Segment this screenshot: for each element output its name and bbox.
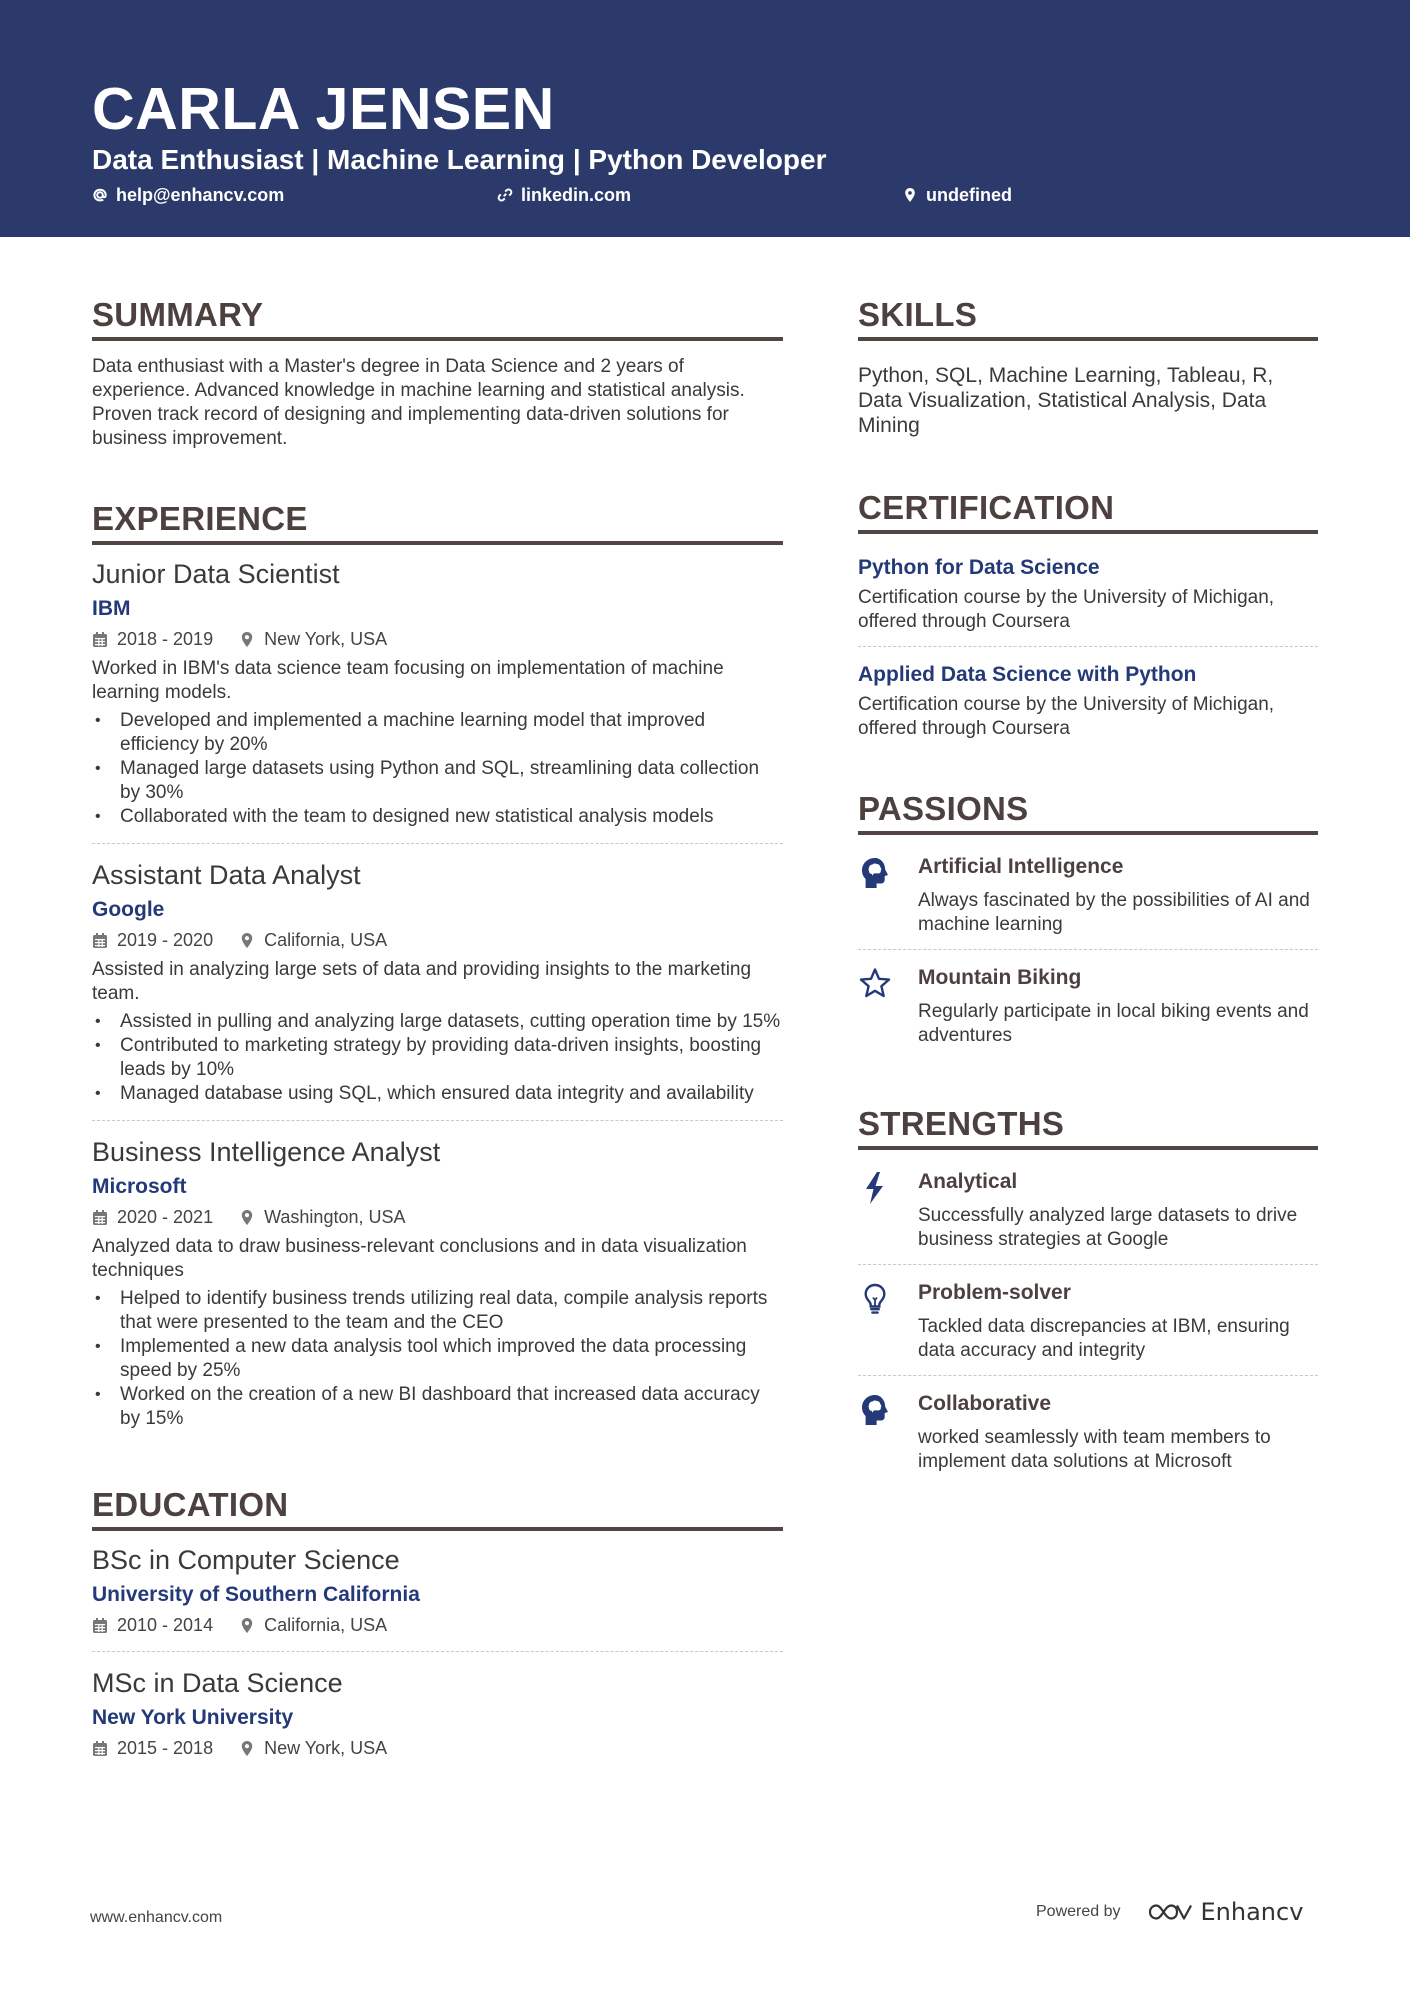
certification-entry bbox=[858, 540, 1318, 646]
item-text bbox=[918, 1390, 1318, 1474]
school-name: New York University bbox=[92, 1706, 294, 1729]
summary-section bbox=[92, 295, 783, 451]
certification-section bbox=[858, 488, 1318, 753]
date-text: 2020 - 2021 bbox=[117, 1207, 214, 1227]
company-name: Microsoft bbox=[92, 1175, 187, 1198]
education-entry bbox=[92, 1651, 783, 1774]
achievement-item: • Managed large datasets using Python and SQL, streamlining data collection by 30% bbox=[92, 757, 783, 805]
enhancv-logo[interactable] bbox=[1147, 1898, 1304, 1926]
location-item bbox=[239, 1736, 387, 1760]
achievement-list bbox=[92, 1287, 783, 1431]
meta-row bbox=[92, 1205, 783, 1229]
item-icon-wrap bbox=[858, 1390, 918, 1474]
achievement-item: • Contributed to marketing strategy by providing data-driven insights, boosting leads by 10% bbox=[92, 1034, 783, 1082]
company-name: IBM bbox=[92, 597, 131, 620]
achievement-list bbox=[92, 1010, 783, 1106]
item-title: Analytical bbox=[918, 1170, 1018, 1193]
skills-section bbox=[858, 295, 1318, 438]
location-text: undefined bbox=[926, 185, 1012, 205]
location-pin-icon bbox=[239, 1617, 255, 1634]
passions-list bbox=[858, 839, 1318, 1060]
job-title: Assistant Data Analyst bbox=[92, 860, 361, 890]
location-pin-icon bbox=[239, 1209, 255, 1226]
certification-title: Applied Data Science with Python bbox=[858, 663, 1197, 686]
location-text: California, USA bbox=[264, 930, 388, 950]
item-icon-wrap bbox=[858, 1168, 918, 1252]
certification-title: Python for Data Science bbox=[858, 556, 1100, 579]
section-title-summary: SUMMARY bbox=[92, 295, 783, 341]
contact-location bbox=[902, 183, 1012, 207]
right-column bbox=[858, 295, 1318, 1486]
location-text: New York, USA bbox=[264, 629, 388, 649]
section-title-skills: SKILLS bbox=[858, 295, 1318, 341]
item-title: Artificial Intelligence bbox=[918, 855, 1124, 878]
meta-row bbox=[92, 1736, 783, 1760]
job-entry bbox=[92, 843, 783, 1120]
passions-section bbox=[858, 789, 1318, 1060]
meta-row bbox=[92, 1613, 783, 1637]
date-item bbox=[92, 627, 213, 651]
location-pin-icon bbox=[902, 187, 918, 203]
date-text: 2010 - 2014 bbox=[117, 1615, 214, 1635]
item-text bbox=[918, 964, 1318, 1048]
achievement-item: • Managed database using SQL, which ensured data integrity and availability bbox=[92, 1082, 783, 1106]
item-icon-wrap bbox=[858, 964, 918, 1048]
date-item bbox=[92, 1736, 213, 1760]
job-description: Worked in IBM's data science team focusing on implementation of machine learning models. bbox=[92, 658, 724, 703]
date-text: 2019 - 2020 bbox=[117, 930, 214, 950]
school-name: University of Southern California bbox=[92, 1583, 420, 1606]
calendar-icon bbox=[92, 1740, 108, 1757]
headline: Data Enthusiast | Machine Learning | Python Developer bbox=[92, 144, 827, 175]
certification-list bbox=[858, 540, 1318, 753]
calendar-icon bbox=[92, 631, 108, 648]
job-description: Analyzed data to draw business-relevant conclusions and in data visualization techniques bbox=[92, 1236, 747, 1281]
location-item bbox=[239, 1613, 387, 1637]
strength-entry bbox=[858, 1264, 1318, 1375]
degree: MSc in Data Science bbox=[92, 1668, 343, 1698]
footer-website[interactable]: www.enhancv.com bbox=[90, 1909, 223, 1926]
strengths-list bbox=[858, 1154, 1318, 1486]
skills-text: Python, SQL, Machine Learning, Tableau, R, Data Visualization, Statistical Analysis, Data Mining bbox=[858, 364, 1274, 437]
location-item bbox=[239, 627, 387, 651]
education-section bbox=[92, 1485, 783, 1774]
candidate-name: CARLA JENSEN bbox=[92, 76, 555, 142]
item-text bbox=[918, 1168, 1318, 1252]
education-entry bbox=[92, 1543, 783, 1651]
location-pin-icon bbox=[239, 631, 255, 648]
head-brain-icon bbox=[858, 855, 892, 891]
star-icon bbox=[858, 966, 892, 1002]
at-icon bbox=[92, 187, 108, 203]
item-description: Regularly participate in local biking events and adventures bbox=[918, 1001, 1309, 1046]
job-title: Business Intelligence Analyst bbox=[92, 1137, 441, 1167]
achievement-item: • Developed and implemented a machine learning model that improved efficiency by 20% bbox=[92, 709, 783, 757]
item-description: Successfully analyzed large datasets to drive business strategies at Google bbox=[918, 1205, 1298, 1250]
location-text: Washington, USA bbox=[264, 1207, 406, 1227]
link-icon bbox=[497, 187, 513, 203]
meta-row bbox=[92, 928, 783, 952]
achievement-item: • Assisted in pulling and analyzing large datasets, cutting operation time by 15% bbox=[92, 1010, 783, 1034]
section-title-experience: EXPERIENCE bbox=[92, 499, 783, 545]
achievement-list bbox=[92, 709, 783, 829]
experience-section bbox=[92, 499, 783, 1445]
item-title: Problem-solver bbox=[918, 1281, 1071, 1304]
strength-entry bbox=[858, 1154, 1318, 1264]
job-entry bbox=[92, 1120, 783, 1445]
item-title: Mountain Biking bbox=[918, 966, 1082, 989]
calendar-icon bbox=[92, 1617, 108, 1634]
item-icon-wrap bbox=[858, 1279, 918, 1363]
job-entry bbox=[92, 557, 783, 843]
head-brain-icon bbox=[858, 1392, 892, 1428]
location-pin-icon bbox=[239, 932, 255, 949]
education-list bbox=[92, 1543, 783, 1774]
achievement-item: • Worked on the creation of a new BI dashboard that increased data accuracy by 15% bbox=[92, 1383, 783, 1431]
strength-entry bbox=[858, 1375, 1318, 1486]
section-title-strengths: STRENGTHS bbox=[858, 1104, 1318, 1150]
strengths-section bbox=[858, 1104, 1318, 1486]
section-title-certification: CERTIFICATION bbox=[858, 488, 1318, 534]
contact-email[interactable] bbox=[92, 183, 284, 207]
date-item bbox=[92, 1205, 213, 1229]
item-description: worked seamlessly with team members to implement data solutions at Microsoft bbox=[918, 1427, 1271, 1472]
passion-entry bbox=[858, 839, 1318, 949]
company-name: Google bbox=[92, 898, 165, 921]
location-pin-icon bbox=[239, 1740, 255, 1757]
section-title-education: EDUCATION bbox=[92, 1485, 783, 1531]
calendar-icon bbox=[92, 1209, 108, 1226]
email-text: help@enhancv.com bbox=[116, 185, 285, 205]
powered-by-text: Powered by bbox=[1036, 1903, 1121, 1920]
item-title: Collaborative bbox=[918, 1392, 1052, 1415]
contact-linkedin[interactable] bbox=[497, 183, 631, 207]
achievement-item: • Implemented a new data analysis tool which improved the data processing speed by 25% bbox=[92, 1335, 783, 1383]
date-text: 2018 - 2019 bbox=[117, 629, 214, 649]
experience-list bbox=[92, 557, 783, 1445]
lightning-icon bbox=[858, 1170, 892, 1206]
meta-row bbox=[92, 627, 783, 651]
section-title-passions: PASSIONS bbox=[858, 789, 1318, 835]
passion-entry bbox=[858, 949, 1318, 1060]
job-description: Assisted in analyzing large sets of data and providing insights to the marketing team. bbox=[92, 959, 752, 1004]
certification-description: Certification course by the University of Michigan, offered through Coursera bbox=[858, 587, 1275, 632]
enhancv-logo-icon bbox=[1147, 1900, 1193, 1924]
item-text bbox=[918, 1279, 1318, 1363]
achievement-item: • Helped to identify business trends utilizing real data, compile analysis reports that were presented to the team and the CEO bbox=[92, 1287, 783, 1335]
linkedin-text: linkedin.com bbox=[521, 185, 632, 205]
job-title: Junior Data Scientist bbox=[92, 559, 340, 589]
location-item bbox=[239, 1205, 405, 1229]
date-item bbox=[92, 1613, 213, 1637]
certification-entry bbox=[858, 646, 1318, 753]
date-text: 2015 - 2018 bbox=[117, 1738, 214, 1758]
location-item bbox=[239, 928, 387, 952]
footer-branding bbox=[1036, 1898, 1303, 1926]
header bbox=[0, 0, 1410, 237]
degree: BSc in Computer Science bbox=[92, 1545, 400, 1575]
brand-name: Enhancv bbox=[1200, 1898, 1304, 1926]
achievement-item: • Collaborated with the team to designed new statistical analysis models bbox=[92, 805, 783, 829]
location-text: California, USA bbox=[264, 1615, 388, 1635]
location-text: New York, USA bbox=[264, 1738, 388, 1758]
summary-text: Data enthusiast with a Master's degree in Data Science and 2 years of experience. Advanced knowledge in machine learning and statistical analysis. Proven track record of designing and implementing data-driven solutions for business improvement. bbox=[92, 356, 745, 449]
calendar-icon bbox=[92, 932, 108, 949]
date-item bbox=[92, 928, 213, 952]
certification-description: Certification course by the University of Michigan, offered through Coursera bbox=[858, 694, 1275, 739]
lightbulb-icon bbox=[858, 1281, 892, 1317]
item-icon-wrap bbox=[858, 853, 918, 937]
item-description: Always fascinated by the possibilities of AI and machine learning bbox=[918, 890, 1310, 935]
item-description: Tackled data discrepancies at IBM, ensuring data accuracy and integrity bbox=[918, 1316, 1290, 1361]
item-text bbox=[918, 853, 1318, 937]
left-column bbox=[92, 295, 783, 1774]
